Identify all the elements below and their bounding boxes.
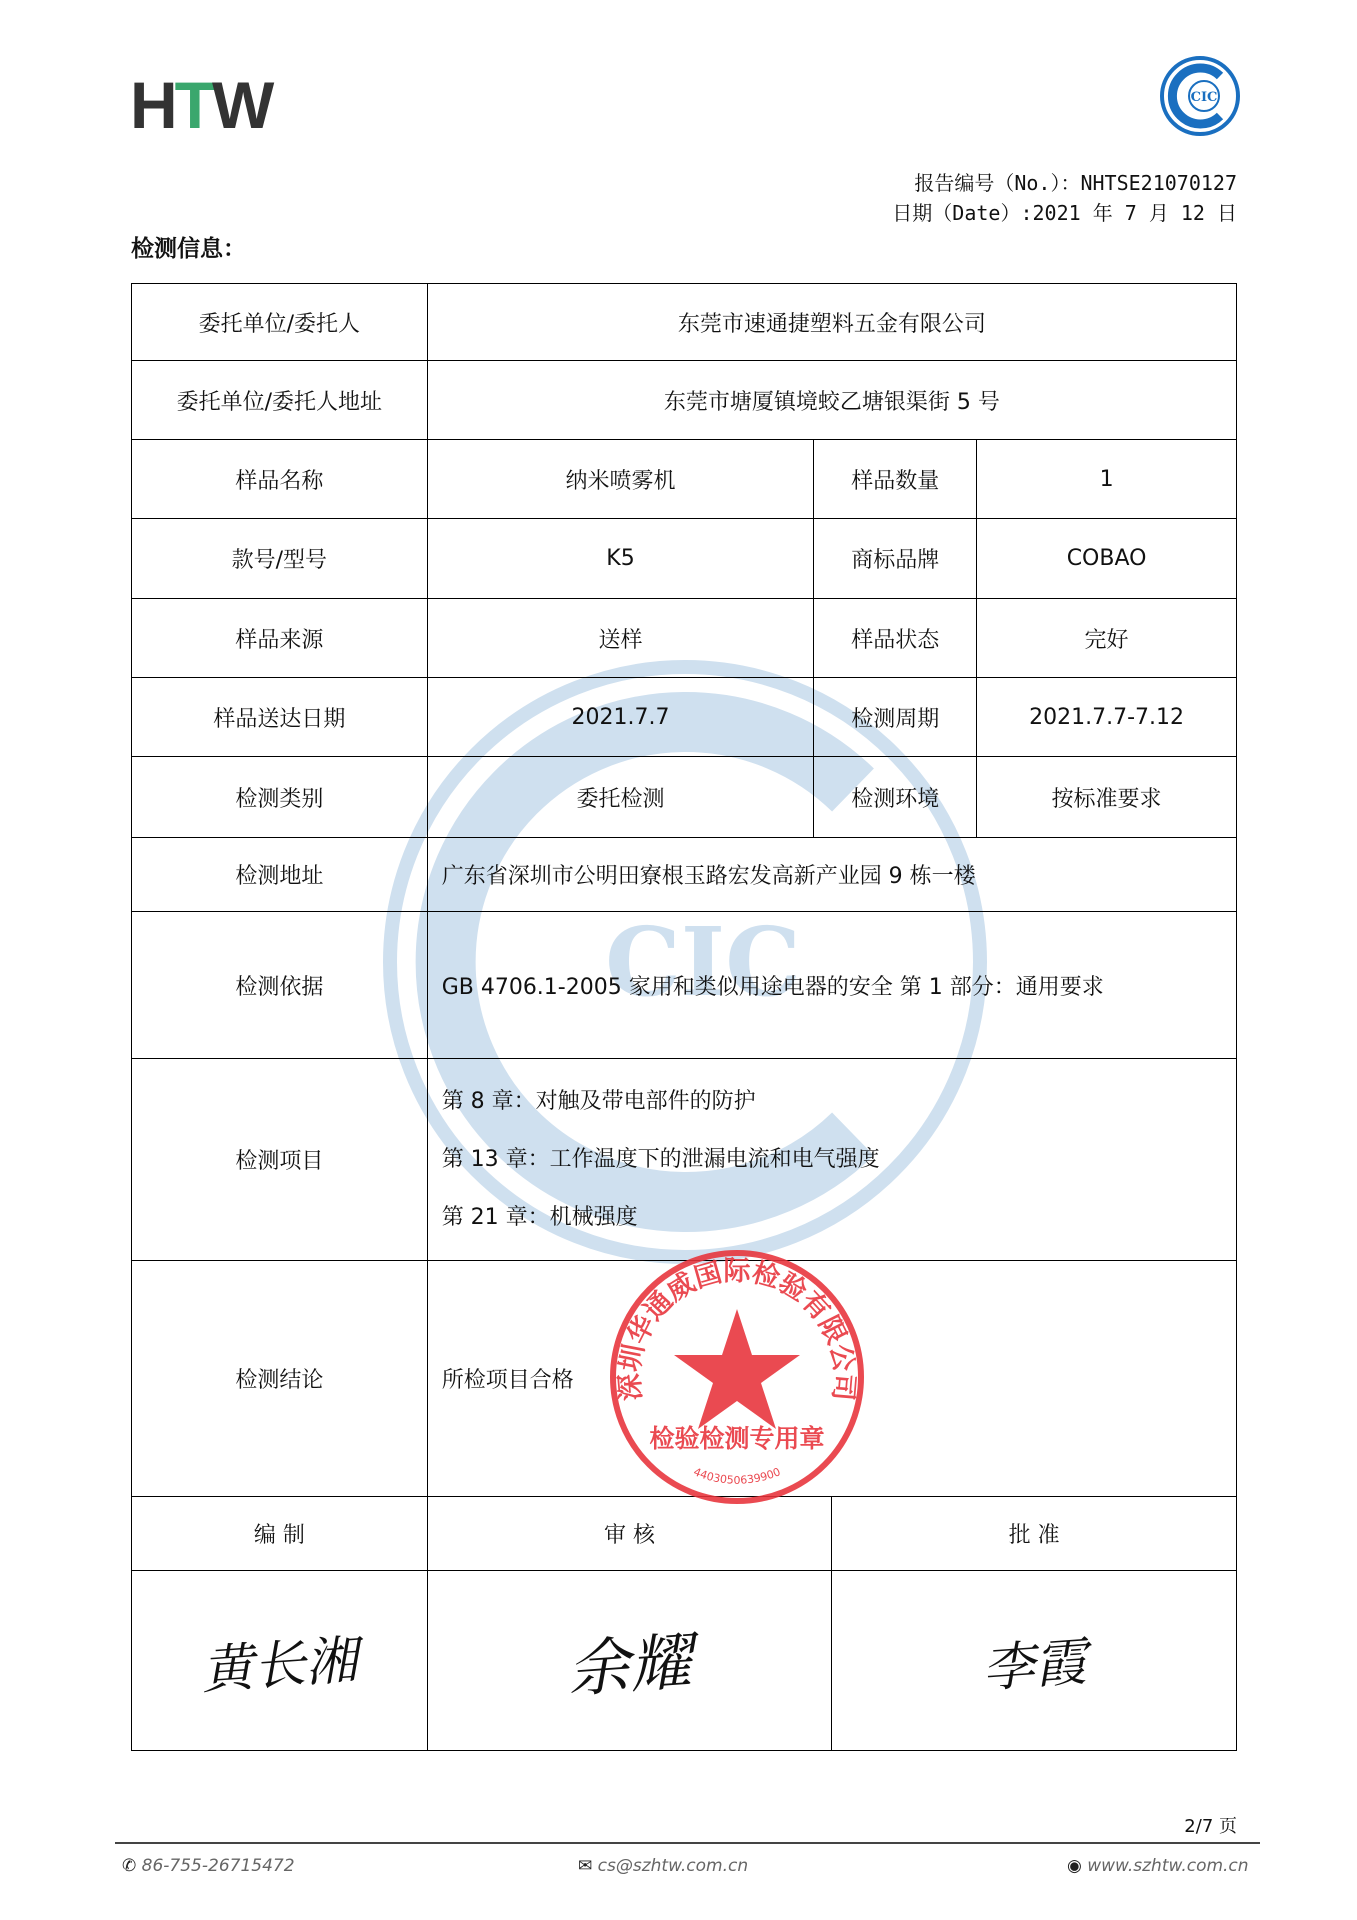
client-label: 委托单位/委托人 — [132, 284, 428, 361]
svg-text:4403050639900: 4403050639900 — [691, 1465, 783, 1487]
approver-signature: 李霞 — [832, 1571, 1237, 1751]
compile-label: 编 制 — [132, 1497, 428, 1571]
compiler-signature: 黄长湘 — [132, 1571, 428, 1751]
section-title: 检测信息： — [131, 236, 246, 262]
item: 第 13 章：工作温度下的泄漏电流和电气强度 — [441, 1146, 880, 1172]
svg-text:深圳华通威国际检验有限公司: 深圳华通威国际检验有限公司 — [614, 1256, 860, 1402]
footer-website: ◉ www.szhtw.com.cn — [1067, 1856, 1249, 1876]
arrival-label: 样品送达日期 — [132, 678, 428, 757]
report-date: 日期（Date）:2021 年 7 月 12 日 — [892, 201, 1237, 225]
site-label: 检测地址 — [132, 838, 428, 912]
model-value: K5 — [427, 519, 814, 599]
env-value: 按标准要求 — [977, 757, 1237, 838]
sample-name-value: 纳米喷雾机 — [427, 440, 814, 519]
brand-value: COBAO — [977, 519, 1237, 599]
globe-icon: ◉ — [1067, 1856, 1088, 1876]
basis-value: GB 4706.1-2005 家用和类似用途电器的安全 第 1 部分：通用要求 — [427, 912, 1236, 1059]
type-value: 委托检测 — [427, 757, 814, 838]
client-value: 东莞市速通捷塑料五金有限公司 — [427, 284, 1236, 361]
period-label: 检测周期 — [814, 678, 977, 757]
reviewer-signature: 余耀 — [427, 1571, 832, 1751]
site-value: 广东省深圳市公明田寮根玉路宏发高新产业园 9 栋一楼 — [427, 838, 1236, 912]
htw-logo: HTW — [130, 68, 272, 142]
address-value: 东莞市塘厦镇境蛟乙塘银渠街 5 号 — [427, 361, 1236, 440]
source-label: 样品来源 — [132, 599, 428, 678]
footer-email: ✉ cs@szhtw.com.cn — [578, 1856, 749, 1876]
cic-logo — [1158, 54, 1242, 138]
state-value: 完好 — [977, 599, 1237, 678]
official-seal — [607, 1247, 867, 1507]
phone-icon: ✆ — [122, 1856, 142, 1876]
state-label: 样品状态 — [814, 599, 977, 678]
qty-value: 1 — [977, 440, 1237, 519]
period-value: 2021.7.7-7.12 — [977, 678, 1237, 757]
item: 第 21 章：机械强度 — [441, 1204, 638, 1230]
items-list — [427, 1059, 1236, 1261]
source-value: 送样 — [427, 599, 814, 678]
qty-label: 样品数量 — [814, 440, 977, 519]
page-number: 2/7 页 — [1184, 1816, 1237, 1837]
brand-label: 商标品牌 — [814, 519, 977, 599]
address-label: 委托单位/委托人地址 — [132, 361, 428, 440]
footer-divider — [115, 1842, 1260, 1844]
conclusion-value: 所检项目合格 — [427, 1261, 1236, 1497]
approve-label: 批 准 — [832, 1497, 1237, 1571]
conclusion-label: 检测结论 — [132, 1261, 428, 1497]
sample-name-label: 样品名称 — [132, 440, 428, 519]
review-label: 审 核 — [427, 1497, 832, 1571]
footer-phone: ✆ 86-755-26715472 — [122, 1856, 295, 1876]
env-label: 检测环境 — [814, 757, 977, 838]
model-label: 款号/型号 — [132, 519, 428, 599]
test-info-table — [131, 283, 1237, 1751]
type-label: 检测类别 — [132, 757, 428, 838]
items-label: 检测项目 — [132, 1059, 428, 1261]
arrival-value: 2021.7.7 — [427, 678, 814, 757]
svg-text:CIC: CIC — [605, 907, 801, 1018]
basis-label: 检测依据 — [132, 912, 428, 1059]
svg-text:检验检测专用章: 检验检测专用章 — [649, 1424, 825, 1453]
svg-text:CIC: CIC — [1190, 90, 1218, 105]
envelope-icon: ✉ — [578, 1856, 598, 1876]
report-number: 报告编号（No.）：NHTSE21070127 — [914, 171, 1237, 195]
item: 第 8 章：对触及带电部件的防护 — [441, 1088, 756, 1114]
